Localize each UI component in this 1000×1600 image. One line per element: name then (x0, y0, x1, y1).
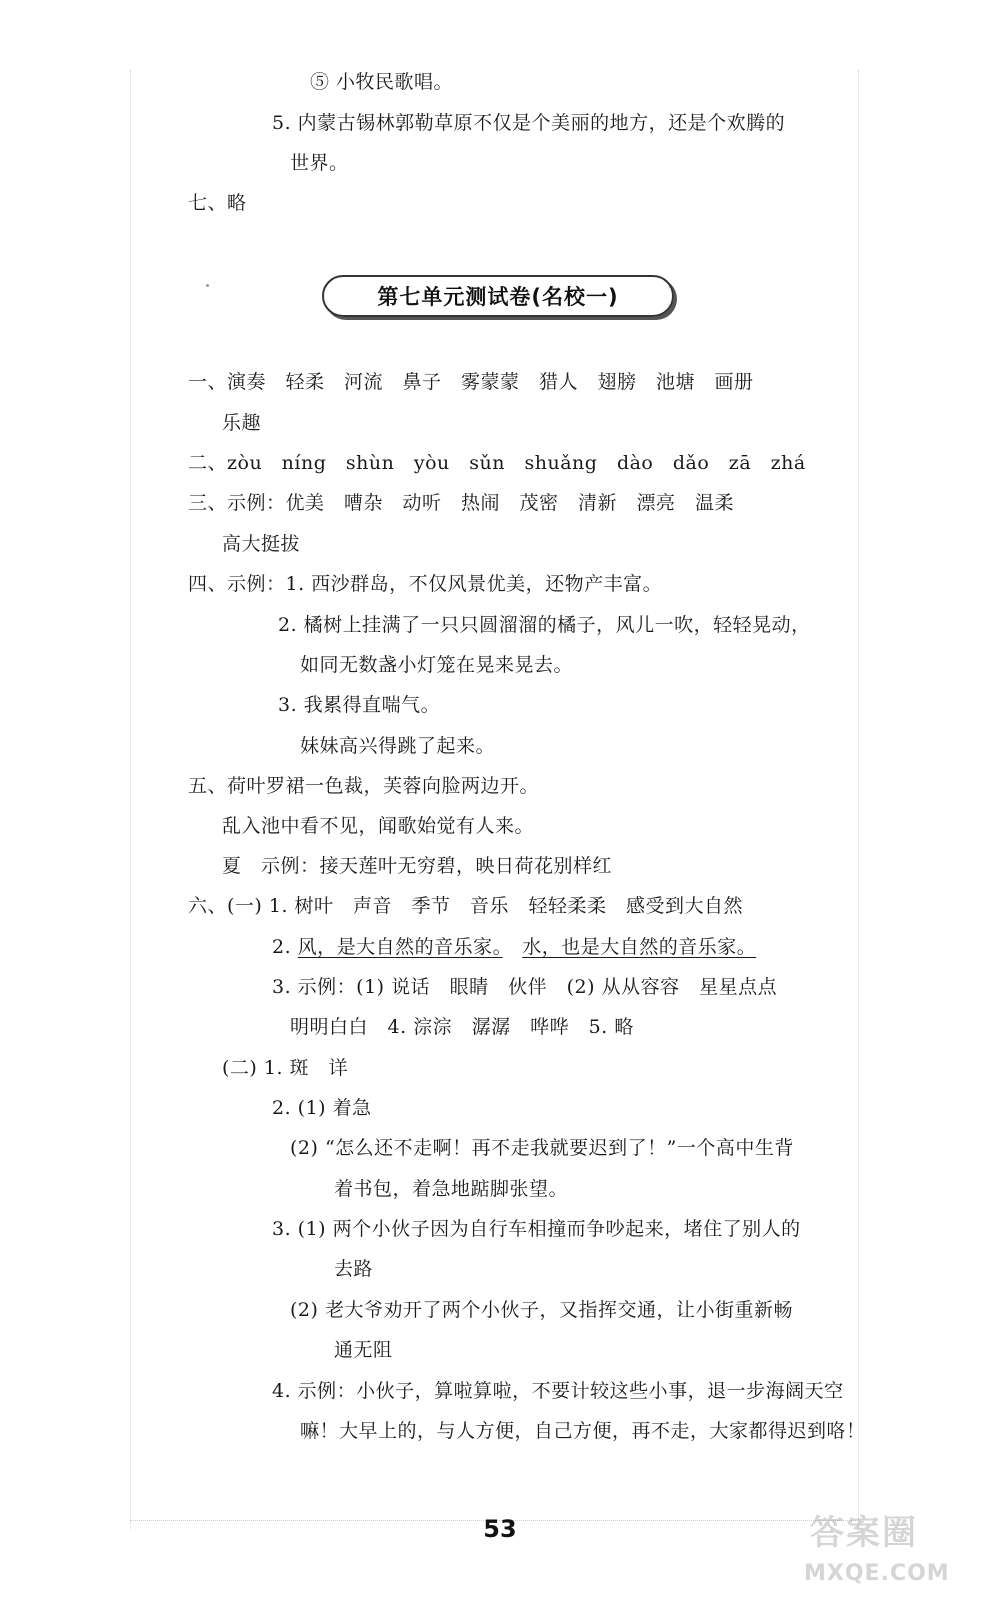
answer-line: 四、示例：1. 西沙群岛，不仅风景优美，还物产丰富。 (188, 573, 663, 595)
answer-line: 夏 示例：接天莲叶无穷碧，映日荷花别样红 (222, 855, 613, 877)
answer-line: 高大挺拔 (222, 533, 301, 555)
answer-line: 着书包，着急地踮脚张望。 (334, 1178, 569, 1200)
answer-line: 如同无数盏小灯笼在晃来晃去。 (300, 654, 574, 676)
underlined-answer-2: 水，也是大自然的音乐家。 (522, 936, 757, 958)
section-title: 第七单元测试卷(名校一) (377, 285, 619, 309)
underlined-answer-1: 风，是大自然的音乐家。 (297, 936, 503, 958)
answer-line: 3. (1) 两个小伙子因为自行车相撞而争吵起来，堵住了别人的 (272, 1218, 801, 1240)
answer-line: 通无阻 (334, 1339, 393, 1361)
watermark-url: MXQE.COM (804, 1561, 950, 1586)
answer-line: 4. 示例：小伙子，算啦算啦，不要计较这些小事，退一步海阔天空 (272, 1380, 844, 1402)
answer-line-underlined (272, 934, 756, 960)
answer-line: (2) “怎么还不走啊！再不走我就要迟到了！”一个高中生背 (290, 1137, 794, 1159)
answer-line: 3. 我累得直喘气。 (278, 694, 441, 716)
item-number: 2. (272, 936, 298, 958)
section-title-box (322, 275, 674, 317)
answer-line: 去路 (334, 1258, 374, 1280)
answer-line: 嘛！大早上的，与人方便，自己方便，再不走，大家都得迟到咯！ (300, 1420, 866, 1442)
answer-line: 乱入池中看不见，闻歌始觉有人来。 (222, 815, 535, 837)
answer-line: 六、(一) 1. 树叶 声音 季节 音乐 轻轻柔柔 感受到大自然 (188, 895, 744, 917)
answer-line: ⑤ 小牧民歌唱。 (310, 71, 454, 93)
answer-line: 五、荷叶罗裙一色裁，芙蓉向脸两边开。 (188, 775, 540, 797)
answer-line: 二、zòu níng shùn yòu sǔn shuǎng dào dǎo zā zhá (188, 452, 806, 474)
watermark (800, 1505, 975, 1595)
answer-line: 3. 示例：(1) 说话 眼睛 伙伴 (2) 从从容容 星星点点 (272, 976, 778, 998)
answer-line: 乐趣 (222, 412, 262, 434)
answer-line: 明明白白 4. 淙淙 潺潺 哗哗 5. 略 (290, 1016, 634, 1038)
page-number: 53 (483, 1515, 517, 1543)
answer-line: (2) 老大爷劝开了两个小伙子，又指挥交通，让小街重新畅 (290, 1299, 793, 1321)
answer-line: 2. (1) 着急 (272, 1097, 372, 1119)
answer-line: 三、示例：优美 嘈杂 动听 热闹 茂密 清新 漂亮 温柔 (188, 492, 735, 514)
answer-line: 妹妹高兴得跳了起来。 (300, 735, 496, 757)
left-margin-rule (130, 70, 131, 1530)
answer-line: 5. 内蒙古锡林郭勒草原不仅是个美丽的地方，还是个欢腾的 (272, 112, 786, 134)
right-margin-rule (858, 70, 859, 1530)
stray-dot (206, 284, 209, 287)
answer-line: 2. 橘树上挂满了一只只圆溜溜的橘子，风儿一吹，轻轻晃动， (278, 614, 811, 636)
answer-line: 一、演奏 轻柔 河流 鼻子 雾蒙蒙 猎人 翅膀 池塘 画册 (188, 371, 754, 393)
answer-line: 七、略 (188, 192, 247, 214)
answer-line: (二) 1. 斑 详 (222, 1057, 349, 1079)
answer-line: 世界。 (290, 152, 349, 174)
watermark-logo: 答案圈 (810, 1513, 918, 1553)
